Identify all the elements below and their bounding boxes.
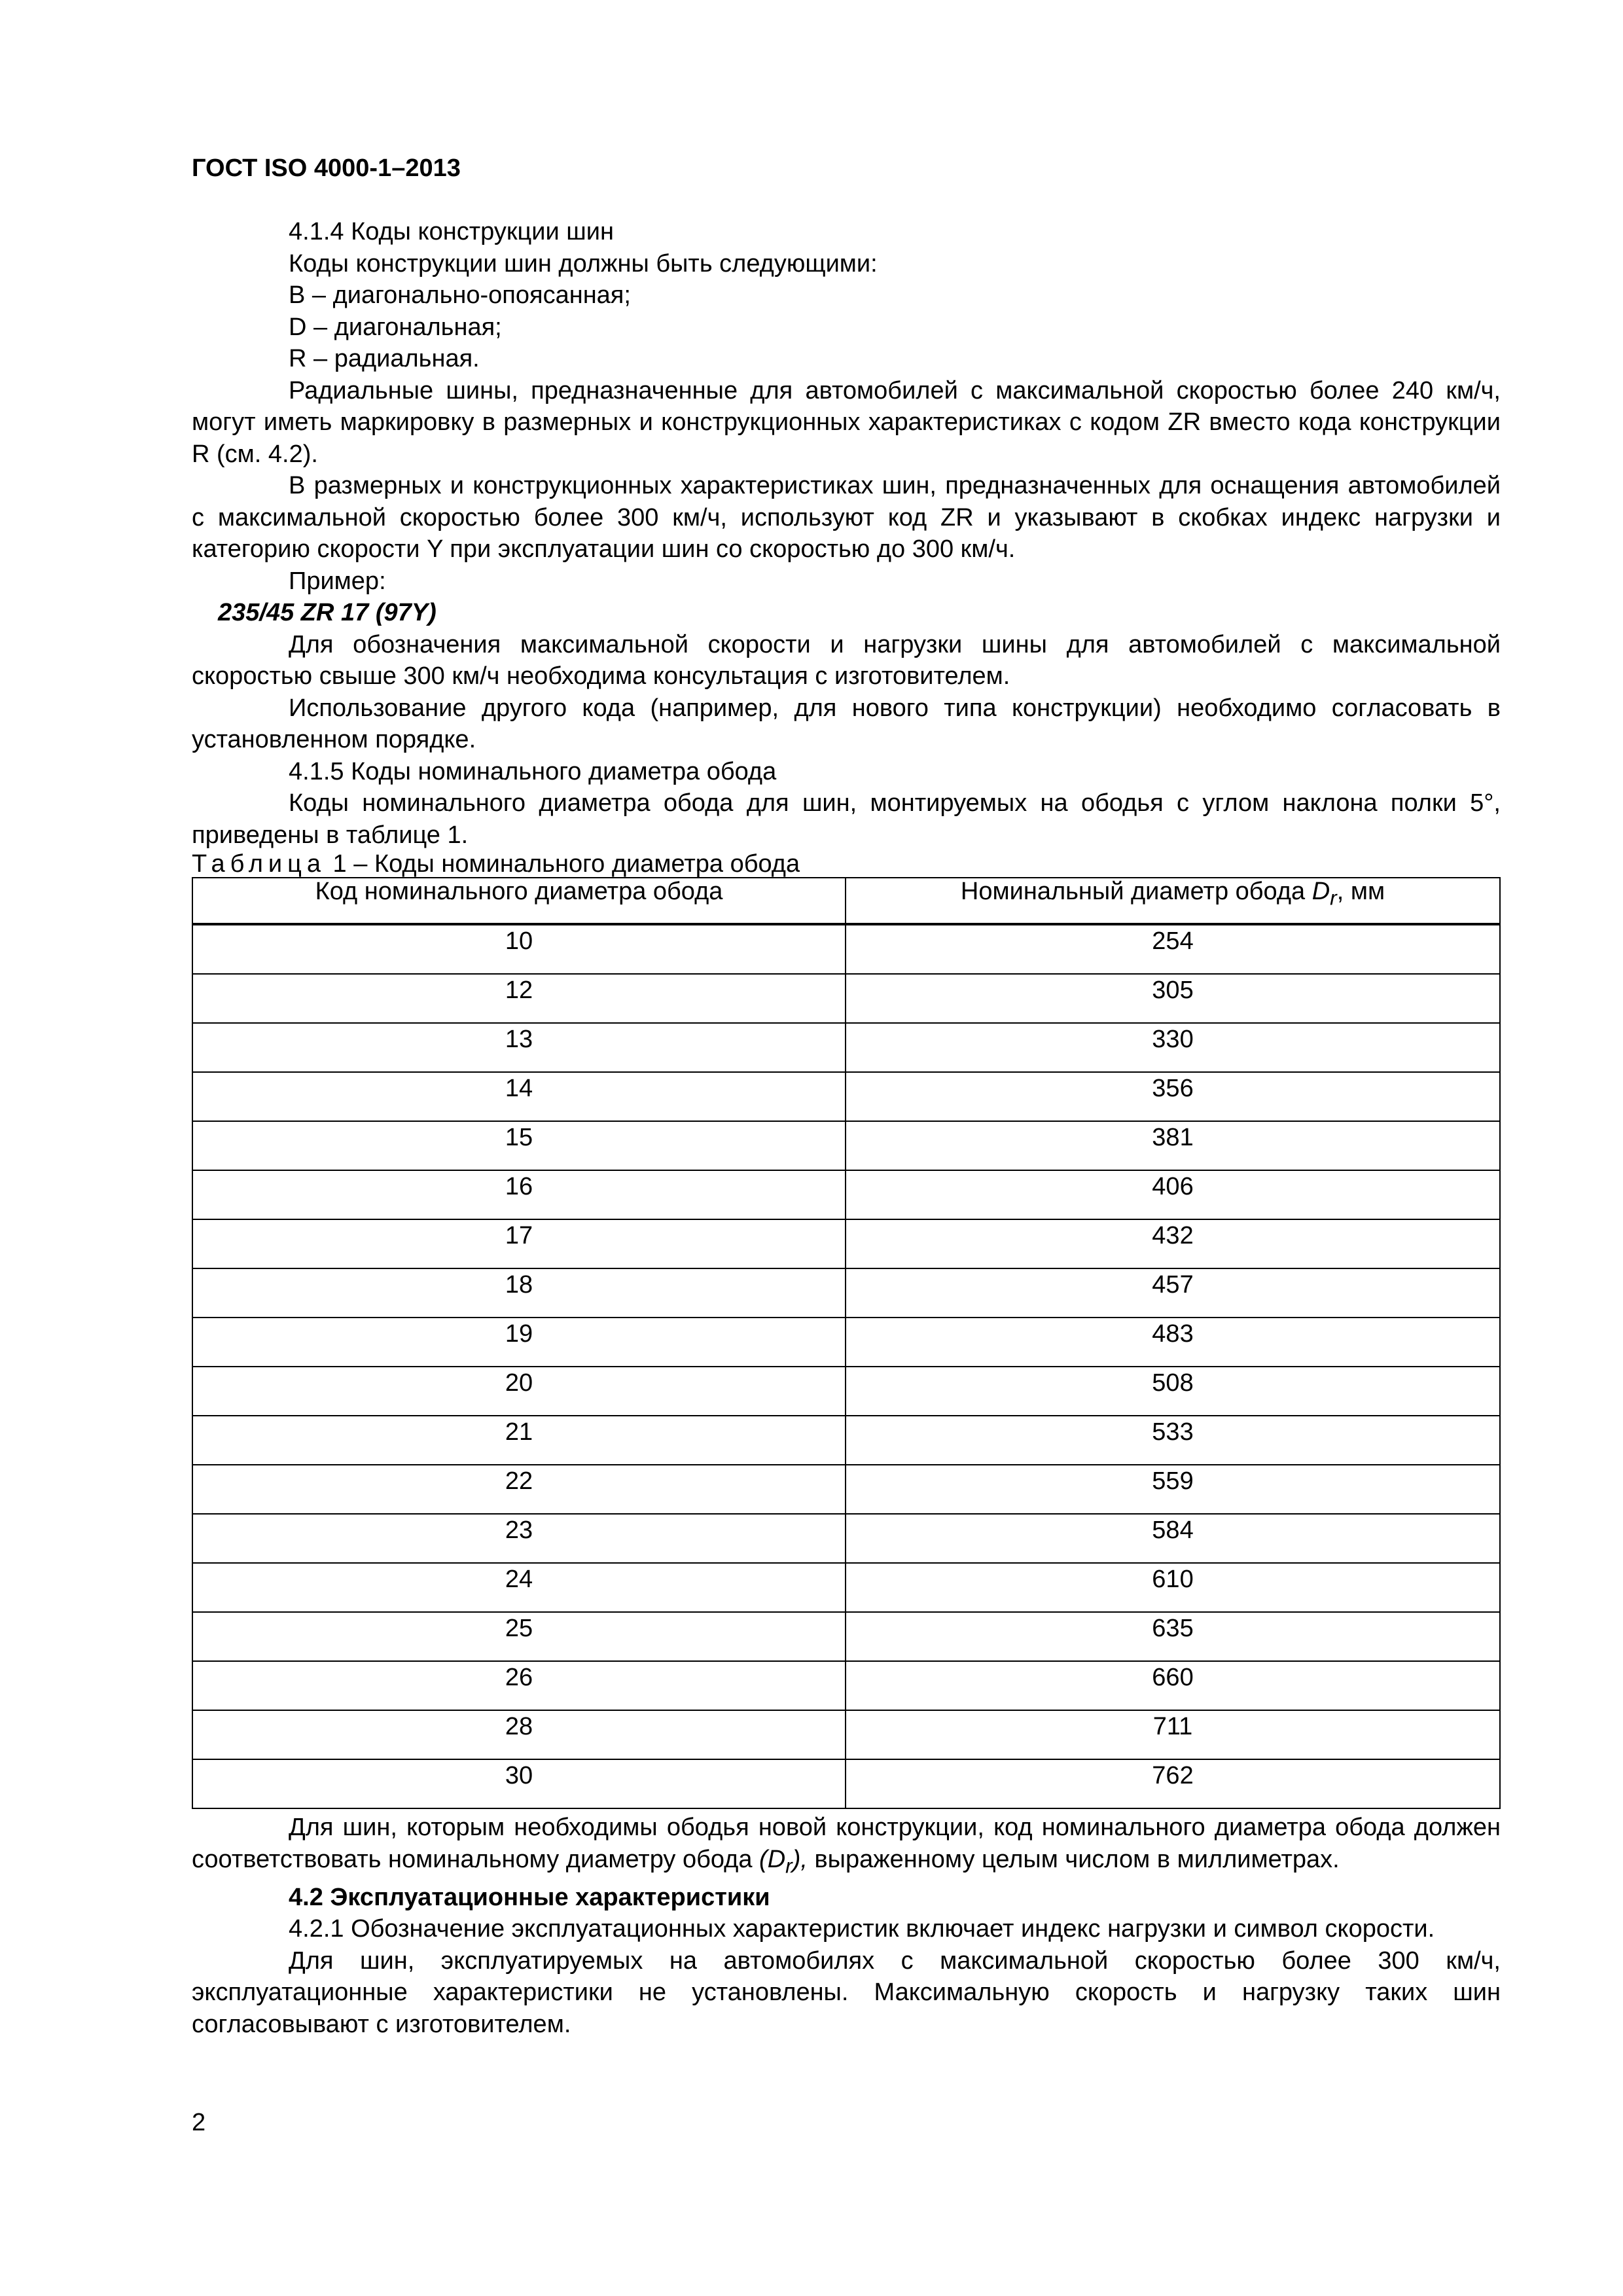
rim-diameter-cell: 356 [846, 1072, 1500, 1121]
table-row [192, 924, 1500, 974]
rim-diameter-cell: 610 [846, 1563, 1500, 1612]
rim-diameter-cell: 305 [846, 974, 1500, 1023]
rim-diameter-cell: 457 [846, 1268, 1500, 1318]
table-row [192, 1563, 1500, 1612]
table-row [192, 1268, 1500, 1318]
table-row [192, 1367, 1500, 1416]
rim-diameter-cell: 254 [846, 924, 1500, 974]
rim-code-cell: 14 [192, 1072, 846, 1121]
table-row [192, 1416, 1500, 1465]
table-row [192, 1219, 1500, 1268]
new-rims-symbol: (D [759, 1845, 786, 1873]
rim-code-cell: 30 [192, 1759, 846, 1808]
diameter-symbol: D [1311, 878, 1330, 905]
rim-diameter-cell: 483 [846, 1318, 1500, 1367]
table-row [192, 1465, 1500, 1514]
table-caption-text: 1 – Коды номинального диаметра обода [326, 850, 800, 878]
rim-code-cell: 13 [192, 1023, 846, 1072]
rim-diameter-cell: 762 [846, 1759, 1500, 1808]
table-row [192, 1759, 1500, 1808]
rim-code-cell: 25 [192, 1612, 846, 1661]
table-row [192, 1023, 1500, 1072]
rim-code-cell: 26 [192, 1661, 846, 1710]
rim-code-cell: 18 [192, 1268, 846, 1318]
paragraph-zr: В размерных и конструкционных характеристиках шин, предназначенных для оснащения автомобилей с максимальной скоростью более 300 км/ч, используют код ZR и указывают в скобках индекс нагрузки и категорию скорости Y при эксплуатации шин со скоростью до 300 км/ч. [192, 472, 1501, 563]
table-row [192, 1072, 1500, 1121]
example-value: 235/45 ZR 17 (97Y) [218, 599, 437, 626]
table-row [192, 1170, 1500, 1219]
rim-diameter-cell: 406 [846, 1170, 1500, 1219]
rim-code-cell: 21 [192, 1416, 846, 1465]
rim-diameter-table [192, 877, 1501, 1809]
column-header-diameter-text: Номинальный диаметр обода [960, 878, 1312, 905]
table-caption [192, 851, 1501, 877]
column-header-code: Код номинального диаметра обода [192, 878, 846, 924]
table-row [192, 1612, 1500, 1661]
rim-diameter-cell: 508 [846, 1367, 1500, 1416]
paragraph-table-ref: Коды номинального диаметра обода для шин, монтируемых на ободья с углом наклона полки 5°, приведены в таблице 1. [192, 789, 1501, 849]
rim-code-cell: 28 [192, 1710, 846, 1759]
rim-diameter-cell: 330 [846, 1023, 1500, 1072]
paragraph-4-2-1: 4.2.1 Обозначение эксплуатационных характеристик включает индекс нагрузки и символ скорости. [289, 1915, 1435, 1943]
new-rims-close: ), [792, 1845, 808, 1873]
example-label: Пример: [289, 567, 386, 595]
rim-diameter-cell: 381 [846, 1121, 1500, 1170]
code-item-d: D – диагональная; [289, 313, 502, 341]
rim-diameter-cell: 584 [846, 1514, 1500, 1563]
paragraph-consultation: Для обозначения максимальной скорости и нагрузки шины для автомобилей с максимальной скоростью свыше 300 км/ч необходима консультация с изготовителем. [192, 630, 1501, 690]
page-body [192, 216, 1501, 2040]
rim-diameter-cell: 711 [846, 1710, 1500, 1759]
section-title-4-1-5: 4.1.5 Коды номинального диаметра обода [289, 757, 777, 785]
rim-diameter-cell: 533 [846, 1416, 1500, 1465]
rim-code-cell: 19 [192, 1318, 846, 1367]
table-row [192, 1318, 1500, 1367]
table-row [192, 1514, 1500, 1563]
construction-codes-intro: Коды конструкции шин должны быть следующими: [289, 249, 878, 278]
rim-diameter-cell: 635 [846, 1612, 1500, 1661]
rim-code-cell: 20 [192, 1367, 846, 1416]
paragraph-new-rims [192, 1812, 1501, 1882]
section-title-4-1-4: 4.1.4 Коды конструкции шин [289, 218, 614, 245]
rim-diameter-cell: 559 [846, 1465, 1500, 1514]
table-body [192, 924, 1500, 1808]
diameter-subscript: r [1330, 886, 1337, 910]
rim-code-cell: 15 [192, 1121, 846, 1170]
table-row [192, 974, 1500, 1023]
column-header-diameter-unit: , мм [1336, 878, 1385, 905]
page-number: 2 [192, 2109, 206, 2136]
rim-code-cell: 23 [192, 1514, 846, 1563]
paragraph-other-code: Использование другого кода (например, для нового типа конструкции) необходимо согласовать в установленном порядке. [192, 694, 1501, 753]
rim-code-cell: 16 [192, 1170, 846, 1219]
table-row [192, 1710, 1500, 1759]
code-item-b: B – диагонально-опоясанная; [289, 281, 631, 309]
rim-code-cell: 17 [192, 1219, 846, 1268]
column-header-diameter [846, 878, 1500, 924]
rim-diameter-cell: 432 [846, 1219, 1500, 1268]
rim-code-cell: 22 [192, 1465, 846, 1514]
table-caption-word: Таблица [192, 850, 326, 878]
new-rims-subscript: r [785, 1854, 793, 1878]
paragraph-high-speed: Для шин, эксплуатируемых на автомобилях с максимальной скоростью более 300 км/ч, эксплуатационные характеристики не установлены. Максимальную скорость и нагрузку таких шин согласовывают с изготовителем. [192, 1946, 1501, 2038]
new-rims-text: Для шин, которым необходимы ободья новой конструкции, код номинального диаметра обода должен соответствовать номинальному диаметру обода [192, 1814, 1501, 1873]
table-header-row [192, 878, 1500, 924]
rim-code-cell: 24 [192, 1563, 846, 1612]
rim-code-cell: 12 [192, 974, 846, 1023]
rim-code-cell: 10 [192, 924, 846, 974]
rim-diameter-cell: 660 [846, 1661, 1500, 1710]
table-row [192, 1121, 1500, 1170]
paragraph-radial: Радиальные шины, предназначенные для автомобилей с максимальной скоростью более 240 км/ч, могут иметь маркировку в размерных и конструкционных характеристиках с кодом ZR вместо кода конструкции R (см. 4.2). [192, 376, 1501, 468]
table-row [192, 1661, 1500, 1710]
code-item-r: R – радиальная. [289, 345, 480, 372]
document-header: ГОСТ ISO 4000-1–2013 [192, 154, 461, 182]
new-rims-text-end: выраженному целым числом в миллиметрах. [807, 1845, 1340, 1873]
section-title-4-2: 4.2 Эксплуатационные характеристики [289, 1883, 770, 1911]
